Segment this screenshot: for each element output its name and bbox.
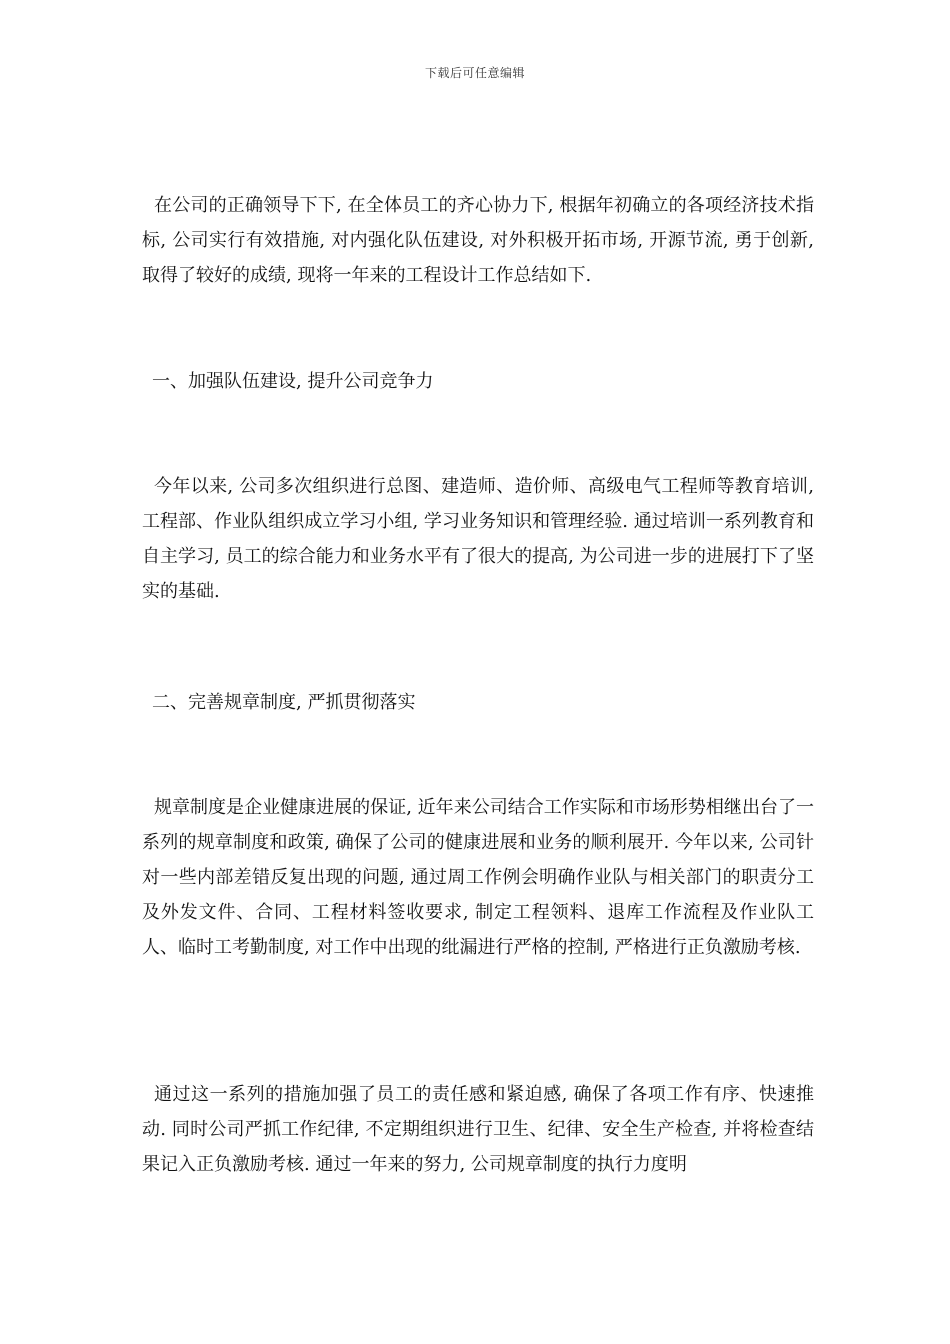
section-1-paragraph: 今年以来, 公司多次组织进行总图、建造师、造价师、高级电气工程师等教育培训, 工程部、作业队组织成立学习小组, 学习业务知识和管理经验. 通过培训一系列教育和自主学习, 员工的综合能力和业务水平有了很大的提高, 为公司进一步的进展打下了坚实的基础.	[142, 476, 814, 602]
intro-paragraph: 在公司的正确领导下下, 在全体员工的齐心协力下, 根据年初确立的各项经济技术指标, 公司实行有效措施, 对内强化队伍建设, 对外积极开拓市场, 开源节流, 勇于创新, 取得了较好的成绩, 现将一年来的工程设计工作总结如下.	[142, 195, 814, 286]
page-header: 下载后可任意编辑	[424, 66, 525, 80]
section-2-heading: 二、完善规章制度, 严抓贯彻落实	[152, 692, 416, 713]
section-2-paragraph: 规章制度是企业健康进展的保证, 近年来公司结合工作实际和市场形势相继出台了一系列的规章制度和政策, 确保了公司的健康进展和业务的顺利展开. 今年以来, 公司针对一些内部差错反复出现的问题, 通过周工作例会明确作业队与相关部门的职责分工及外发文件、合同、工程材料签收要求, 制定工程领料、退库工作流程及作业队工人、临时工考勤制度, 对工作中出现的纰漏进行严格的控制, 严格进行正负激励考核.	[142, 797, 814, 958]
section-2-paragraph-continued: 通过这一系列的措施加强了员工的责任感和紧迫感, 确保了各项工作有序、快速推动. 同时公司严抓工作纪律, 不定期组织进行卫生、纪律、安全生产检查, 并将检查结果记入正负激励考核. 通过一年来的努力, 公司规章制度的执行力度明	[142, 1084, 814, 1175]
section-1-heading: 一、加强队伍建设, 提升公司竞争力	[152, 371, 434, 392]
